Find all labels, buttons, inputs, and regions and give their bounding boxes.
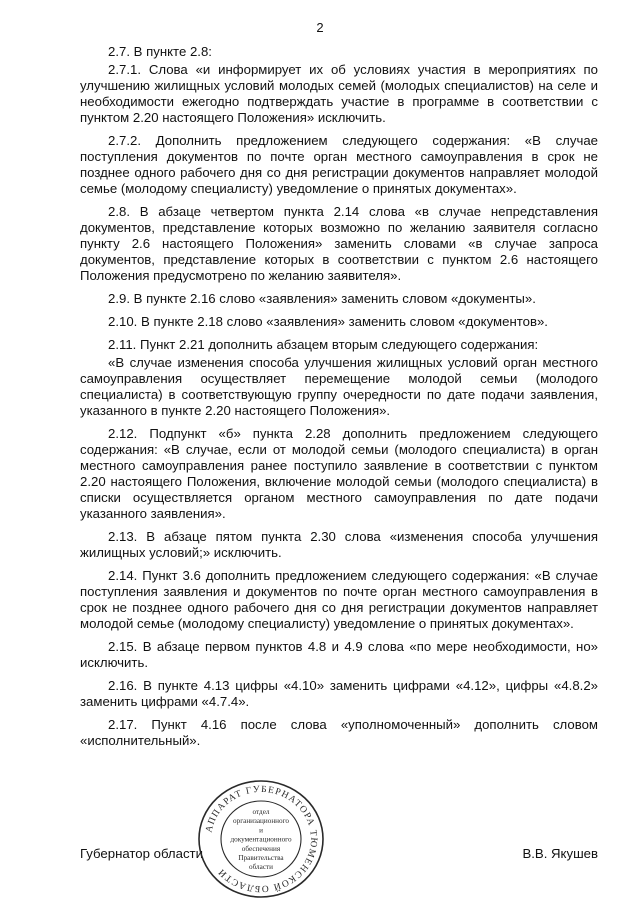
stamp-center-line: документационного (230, 835, 292, 844)
stamp-center-line: Правительства (238, 854, 284, 862)
paragraph-2-13: 2.13. В абзаце пятом пункта 2.30 слова «изменения способа улучшения жилищных условий;» исключить. (80, 529, 598, 560)
paragraph-2-7-1: 2.7.1. Слова «и информирует их об условиях участия в мероприятиях по улучшению жилищных условий молодых семей (молодых специалистов) на селе и необходимости ежегодно подтверждать участие в программе в соответствии с пунктом 2.20 настоящего Положения» исключить. (80, 62, 598, 125)
signature-name: В.В. Якушев (522, 846, 598, 861)
stamp-ring-text: АППАРАТ ГУБЕРНАТОРА ТЮМЕНСКОЙ ОБЛАСТИ (204, 784, 319, 894)
stamp-center-line: обеспечения (241, 844, 281, 853)
official-stamp (196, 778, 326, 900)
paragraph-2-11: 2.11. Пункт 2.21 дополнить абзацем вторым следующего содержания: (108, 337, 539, 352)
paragraph-2-12: 2.12. Подпункт «б» пункта 2.28 дополнить предложением следующего содержания: «В случае, если от молодой семьи (молодого специалиста) в орган местного самоуправления ранее поступило заявление в соответствии с пунктом 2.20 настоящего Положения, включение молодой семьи (молодого специалиста) в списки осуществляется органом местного самоуправления по дате подачи указанного заявления». (80, 426, 598, 521)
paragraph-2-7: 2.7. В пункте 2.8: (108, 44, 212, 59)
paragraph-2-10: 2.10. В пункте 2.18 слово «заявления» заменить словом «документов». (108, 314, 548, 329)
paragraph-2-15: 2.15. В абзаце первом пунктов 4.8 и 4.9 слова «по мере необходимости, но» исключить. (80, 639, 598, 670)
paragraph-2-9: 2.9. В пункте 2.16 слово «заявления» заменить словом «документы». (108, 291, 536, 306)
signature-title: Губернатор области (80, 846, 203, 861)
paragraph-2-8: 2.8. В абзаце четвертом пункта 2.14 слова «в случае непредставления документов, представление которых возможно по желанию заявителя согласно пункту 2.6 настоящего Положения» заменить словами «в случае запроса документов, представление которых в соответствии с пунктом 2.6 настоящего Положения предусмотрено по желанию заявителя». (80, 204, 598, 283)
stamp-center-line: отдел (252, 808, 270, 816)
stamp-center-text (230, 808, 291, 871)
paragraph-2-7-2: 2.7.2. Дополнить предложением следующего содержания: «В случае поступления документов по почте орган местного самоуправления в срок не позднее одного рабочего дня со дня регистрации документов направляет молодой семье (молодому специалисту) уведомление о принятых документах». (80, 133, 598, 196)
paragraph-2-11-quote: «В случае изменения способа улучшения жилищных условий орган местного самоуправления осуществляет перемещение молодой семьи (молодого специалиста) в соответствующую группу очередности по дате подачи заявления, указанного в пункте 2.20 настоящего Положения». (80, 355, 598, 418)
paragraph-2-14: 2.14. Пункт 3.6 дополнить предложением следующего содержания: «В случае поступления заявления и документов по почте орган местного самоуправления в срок не позднее одного рабочего дня со дня регистрации документов направляет молодой семье (молодому специалисту) уведомление о принятых документах». (80, 568, 598, 631)
paragraph-2-16: 2.16. В пункте 4.13 цифры «4.10» заменить цифрами «4.12», цифры «4.8.2» заменить цифрами «4.7.4». (80, 678, 598, 709)
stamp-center-line: организационного (233, 817, 289, 826)
stamp-seal (196, 778, 326, 900)
stamp-center-line: области (248, 863, 274, 872)
stamp-center-line: и (259, 826, 263, 835)
page-number: 2 (316, 20, 324, 35)
paragraph-2-17: 2.17. Пункт 4.16 после слова «уполномоченный» дополнить словом «исполнительный». (80, 717, 598, 748)
document-body (80, 44, 598, 756)
